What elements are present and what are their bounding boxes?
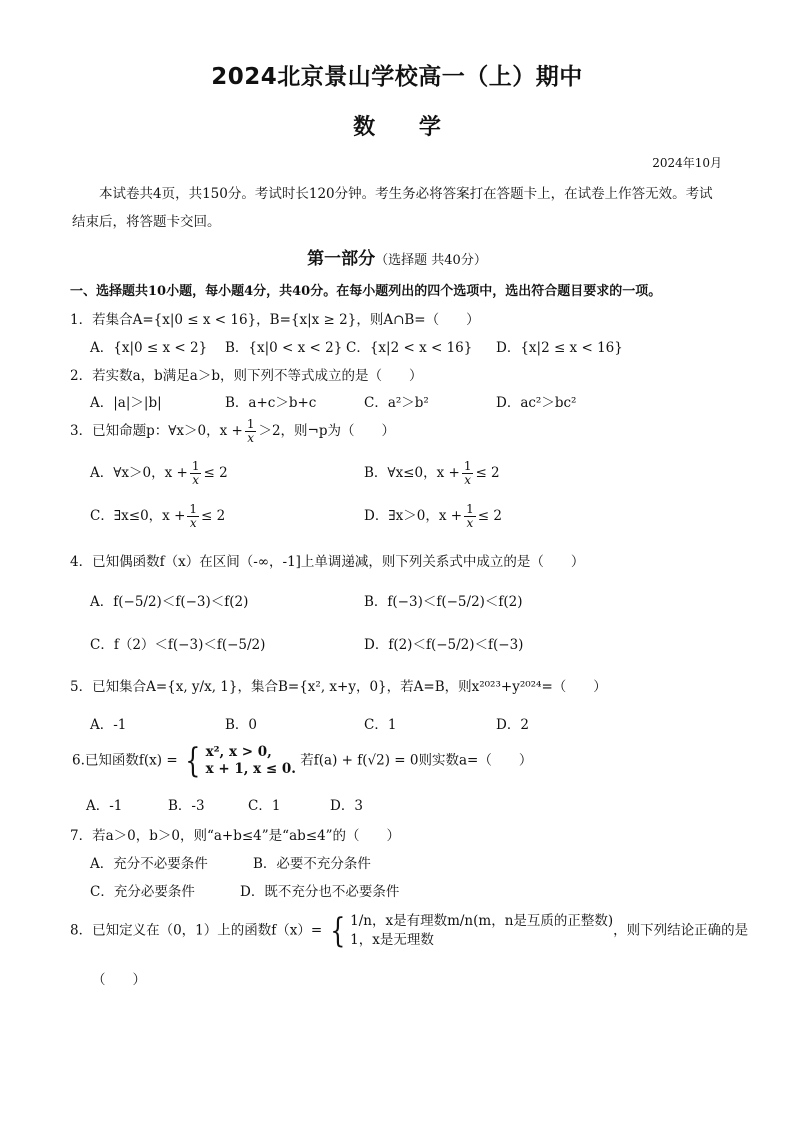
exam-date: 2024年10月 <box>652 156 722 170</box>
section-note: （选择题 共40分） <box>375 253 487 268</box>
question-7-option-a: A．充分不必要条件 <box>90 856 208 872</box>
question-4-option-a: A．f(−5/2)＜f(−3)＜f(2) <box>90 594 249 610</box>
question-6-case-2: x + 1, x ≤ 0. <box>205 761 296 777</box>
question-2-option-b: B．a+c＞b+c <box>225 395 317 411</box>
question-6-option-d: D．3 <box>330 798 363 814</box>
question-3-option-c: C．∃x≤0，x + $\frac{1}{x}$ ≤ 2 <box>90 502 226 530</box>
section-heading <box>0 244 794 269</box>
question-1-option-b: B．{x|0 < x < 2} <box>225 340 343 356</box>
brace-symbol: { <box>185 741 201 781</box>
question-1-option-c: C．{x|2 < x < 16} <box>346 340 473 356</box>
question-7-option-c: C．充分必要条件 <box>90 884 195 900</box>
question-2-option-d: D．ac²＞bc² <box>496 395 577 411</box>
question-6-option-c: C．1 <box>248 798 281 814</box>
brace-symbol: { <box>329 911 345 951</box>
question-3-option-b: B．∀x≤0，x + $\frac{1}{x}$ ≤ 2 <box>364 459 500 487</box>
question-8-stem-pre: 8．已知定义在（0，1）上的函数f（x）= <box>70 922 323 939</box>
question-8-case-1: 1/n，x是有理数m/n(m，n是互质的正整数) <box>350 913 614 929</box>
question-6-case-1: x², x > 0, <box>205 744 272 760</box>
question-5-stem: 5．已知集合A={x, y/x, 1}，集合B={x², x+y，0}，若A=B，则x²⁰²³+y²⁰²⁴=（ ） <box>70 679 607 695</box>
question-6-stem-post: 若f(a) + f(√2) = 0则实数a=（ ） <box>300 752 533 769</box>
question-3-option-a: A．∀x＞0，x + $\frac{1}{x}$ ≤ 2 <box>90 459 228 487</box>
question-3-option-d: D．∃x＞0，x + $\frac{1}{x}$ ≤ 2 <box>364 502 502 530</box>
question-4-option-d: D．f(2)＜f(−5/2)＜f(−3) <box>364 637 524 653</box>
question-6-stem-pre: 6.已知函数f(x) = <box>72 752 178 769</box>
question-3-stem <box>70 418 395 445</box>
question-5-option-d: D．2 <box>496 717 529 733</box>
question-7-stem: 7．若a＞0，b＞0，则“a+b≤4”是“ab≤4”的（ ） <box>70 828 401 844</box>
exam-subject: 数 学 <box>353 115 441 140</box>
question-8-stem <box>70 912 748 950</box>
question-5-option-b: B．0 <box>225 717 258 733</box>
question-2-option-a: A．|a|＞|b| <box>90 395 162 411</box>
question-8-stem-post: ，则下列结论正确的是 <box>613 922 749 939</box>
question-7-option-b: B．必要不充分条件 <box>253 856 371 872</box>
question-3-fraction: $\frac{1}{x}$ <box>246 417 255 445</box>
question-6-stem <box>72 741 533 781</box>
question-1-option-a: A．{x|0 ≤ x < 2} <box>90 340 208 356</box>
question-3-stem-pre: 3．已知命题p：∀x＞0，x + <box>70 423 243 439</box>
exam-title: 2024北京景山学校高一（上）期中 <box>211 64 583 90</box>
question-5-option-c: C．1 <box>364 717 397 733</box>
question-1-stem: 1．若集合A={x|0 ≤ x < 16}，B={x|x ≥ 2}，则A∩B=（ ） <box>70 312 480 328</box>
question-3-stem-post: ＞2，则¬p为（ ） <box>258 423 395 439</box>
question-4-stem: 4．已知偶函数f（x）在区间（-∞，-1]上单调递减，则下列关系式中成立的是（ ） <box>70 554 585 570</box>
question-6-option-a: A．-1 <box>86 798 123 814</box>
question-8-answer-paren: （ ） <box>92 972 146 988</box>
question-2-stem: 2．若实数a，b满足a＞b，则下列不等式成立的是（ ） <box>70 368 423 384</box>
question-4-option-b: B．f(−3)＜f(−5/2)＜f(2) <box>364 594 523 610</box>
question-5-option-a: A．-1 <box>90 717 127 733</box>
question-6-option-b: B．-3 <box>168 798 205 814</box>
exam-instructions: 本试卷共4页，共150分。考试时长120分钟。考生务必将答案打在答题卡上，在试卷上作答无效。考试结束后，将答题卡交回。 <box>72 186 713 230</box>
question-6-piecewise <box>182 741 296 781</box>
question-8-piecewise <box>327 912 614 950</box>
question-8-case-2: 1，x是无理数 <box>350 932 434 948</box>
section-title: 第一部分 <box>307 249 376 269</box>
question-2-option-c: C．a²＞b² <box>364 395 429 411</box>
question-4-option-c: C．f（2）＜f(−3)＜f(−5/2) <box>90 637 266 653</box>
question-1-option-d: D．{x|2 ≤ x < 16} <box>496 340 623 356</box>
section-instructions: 一、选择题共10小题，每小题4分，共40分。在每小题列出的四个选项中，选出符合题目要求的一项。 <box>70 284 662 299</box>
question-7-option-d: D．既不充分也不必要条件 <box>240 884 400 900</box>
